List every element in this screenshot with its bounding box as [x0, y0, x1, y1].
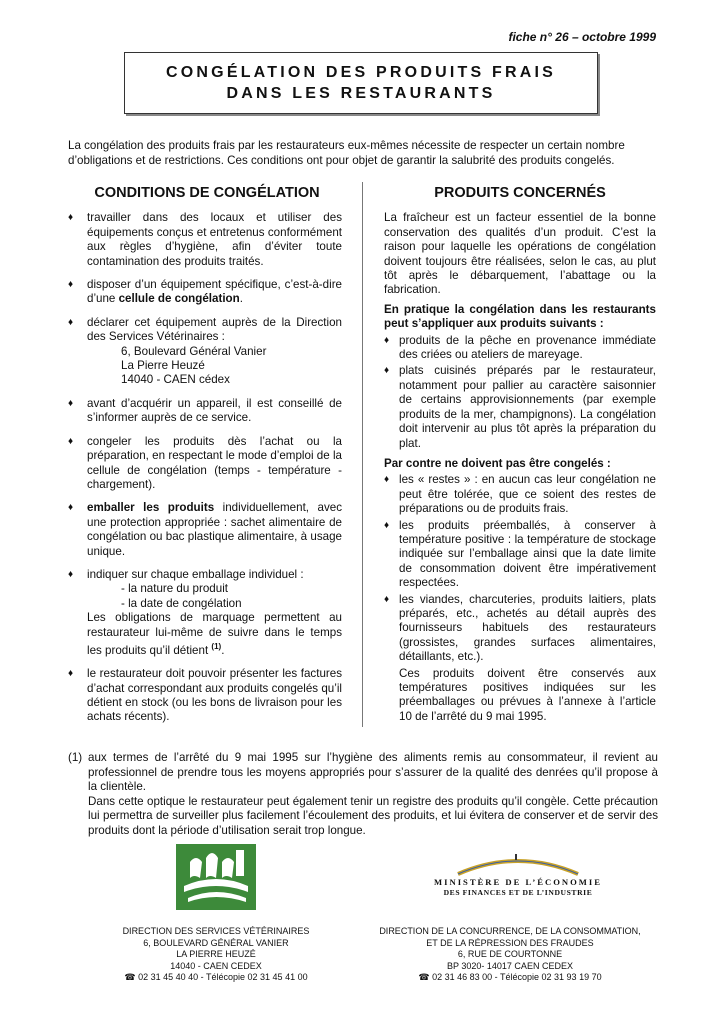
- list-item: ♦ les « restes » : en aucun cas leur congélation ne peut être tolérée, que ce soient des restes de préparations ou de produits frais.: [384, 473, 656, 516]
- footnote: [68, 751, 658, 839]
- list-item: [68, 397, 342, 426]
- list-item-text: avant d’acquérir un appareil, il est conseillé de s’informer auprès de ce service.: [87, 396, 342, 425]
- address-line: BP 3020- 14017 CAEN CEDEX: [447, 960, 573, 971]
- footnote-text: aux termes de l’arrêté du 9 mai 1995 sur l’hygiène des aliments remis au consommateur, il revient au professionnel de prendre tous les moyens appropriés pour s’assurer de la qualité des denrées qu’il propose à la clientèle.: [88, 751, 658, 794]
- footnote-text: Dans cette optique le restaurateur peut également tenir un registre des produits qu’il congèle. Cette précaution lui permettra de surveiller plus facilement l’écoulement des produits, et lui évitera de conserver et de servir des produits dont la période d’utilisation serait trop longue.: [88, 794, 658, 837]
- veterinary-address: [96, 926, 336, 984]
- list-item-text: les viandes, charcuteries, produits laitiers, plats préparés, etc., achetés au détail auprès des fournisseurs habituels des restaurateurs (grossistes, grandes surfaces alimentaires, détaillants, etc.).: [399, 592, 656, 664]
- dgccrf-address: [360, 926, 660, 984]
- list-item-note: Ces produits doivent être conservés aux températures positives indiquées sur les préemballages ou prévues à l’annexe à l’article 10 de l’arrêté du 9 mai 1995.: [399, 666, 656, 723]
- list-item-text: disposer d’un équipement spécifique, c’est-à-dire d’une: [87, 278, 342, 306]
- list-item: ♦ produits de la pêche en provenance immédiate des criées ou ateliers de mareyage.: [384, 334, 656, 363]
- products-intro: La fraîcheur est un facteur essentiel de la bonne conservation des qualités d’un produit. C’est la raison pour laquelle les opérations de congélation doivent toujours être réalisées, selon le cas, au plut tôt après le débarquement, l’abattage ou la fabrication.: [384, 211, 656, 297]
- fiche-reference: fiche n° 26 – octobre 1999: [508, 30, 656, 44]
- list-item-text: le restaurateur doit pouvoir présenter les factures d’achat correspondant aux produits congelés qu’il détient en stock (ou les bons de livraison pour les achats récents).: [87, 667, 342, 724]
- marking-note-end: .: [221, 643, 225, 657]
- list-item: [384, 593, 656, 725]
- marking-item: - la nature du produit: [121, 582, 228, 596]
- list-item-text: congeler les produits dès l’achat ou la préparation, en respectant le mode d’emploi de la cellule de congélation (temps - température - chargement).: [87, 434, 342, 491]
- footnote-marker: (1): [68, 751, 83, 764]
- column-divider: [362, 182, 363, 727]
- address-line: ET DE LA RÉPRESSION DES FRAUDES: [426, 937, 594, 948]
- list-item-text: individuellement, avec une protection appropriée : sachet alimentaire de congélation ou bac plastique alimentaire, à usage unique.: [87, 501, 342, 558]
- address-line: DIRECTION DE LA CONCURRENCE, DE LA CONSOMMATION,: [379, 926, 641, 936]
- marking-item: - la date de congélation: [121, 596, 242, 610]
- conditions-heading: CONDITIONS DE CONGÉLATION: [94, 185, 320, 201]
- list-item: [68, 667, 342, 725]
- conditions-list: [68, 211, 342, 724]
- footnote-paragraph: [68, 751, 658, 839]
- conditions-column: [68, 186, 342, 734]
- page-title-line-2: DANS LES RESTAURANTS: [226, 85, 496, 102]
- ministry-subtitle: DES FINANCES ET DE L’INDUSTRIE: [443, 888, 593, 897]
- list-item: [68, 278, 342, 307]
- intro-paragraph: La congélation des produits frais par les restaurateurs eux-mêmes nécessite de respecter un certain nombre d’obligations et de restrictions. Ces conditions ont pour objet de garantir la salubrité des produits congelés.: [68, 139, 625, 167]
- marking-note-text: Les obligations de marquage permettent au restaurateur lui-même de suivre dans le temps les produits qu’il détient: [87, 611, 342, 657]
- footnote-ref: (1): [211, 641, 222, 651]
- list-item: [68, 501, 342, 559]
- list-item-bold: cellule de congélation: [118, 292, 240, 306]
- list-item-text: .: [239, 292, 243, 306]
- address-line: 14040 - CAEN cédex: [121, 373, 230, 387]
- phone-line: ☎ 02 31 45 40 40 - Télécopie 02 31 45 41 00: [124, 972, 308, 983]
- forbidden-list: [384, 473, 656, 724]
- address-line: 6, Boulevard Général Vanier: [121, 344, 267, 358]
- list-item: [68, 568, 342, 658]
- address-line: 6, BOULEVARD GÉNÉRAL VANIER: [143, 937, 289, 948]
- list-item-text: déclarer cet équipement auprès de la Direction des Services Vétérinaires :: [87, 315, 342, 344]
- products-allowed-heading: En pratique la congélation dans les restaurants peut s’appliquer aux produits suivants :: [384, 302, 656, 331]
- list-item: [68, 211, 342, 269]
- list-item: [68, 316, 342, 388]
- ministry-title: MINISTÈRE DE L’ÉCONOMIE: [434, 877, 602, 887]
- products-forbidden-heading: Par contre ne doivent pas être congelés :: [384, 456, 611, 470]
- allowed-list: [384, 334, 656, 451]
- marking-note: [87, 611, 342, 658]
- title-box: [124, 52, 598, 114]
- address-line: 14040 - CAEN CEDEX: [170, 960, 262, 971]
- list-item-bold: emballer les produits: [87, 501, 215, 515]
- list-item-text: travailler dans des locaux et utiliser des équipements conçus et entretenus conformément aux règles d’hygiène, afin d’éviter toute contamination des produits traités.: [87, 211, 342, 268]
- list-item-text: indiquer sur chaque emballage individuel :: [87, 567, 304, 581]
- page-title-line-1: CONGÉLATION DES PRODUITS FRAIS: [166, 64, 556, 81]
- phone-line: ☎ 02 31 46 83 00 - Télécopie 02 31 93 19 70: [418, 972, 602, 983]
- address-line: La Pierre Heuzé: [121, 359, 205, 373]
- address-line: LA PIERRE HEUZÉ: [176, 949, 256, 960]
- address-line: DIRECTION DES SERVICES VÉTÉRINAIRES: [122, 926, 310, 936]
- agriculture-logo-icon: [176, 844, 256, 910]
- list-item: ♦ plats cuisinés préparés par le restaurateur, notamment pour pallier au caractère saisonnier de certains approvisionnements (par exemple produits de la mer, champignons). La congélation doit intervenir au plus tôt après la préparation du plat.: [384, 364, 656, 450]
- address-line: 6, RUE DE COURTONNE: [457, 949, 563, 960]
- list-item: [68, 435, 342, 493]
- list-item: ♦ les produits préemballés, à conserver à température positive : la température de stockage indiquée sur l’emballage ainsi que la date limite de consommation doivent être impérativement respectées.: [384, 519, 656, 591]
- products-heading: PRODUITS CONCERNÉS: [434, 185, 606, 201]
- products-column: [384, 186, 656, 726]
